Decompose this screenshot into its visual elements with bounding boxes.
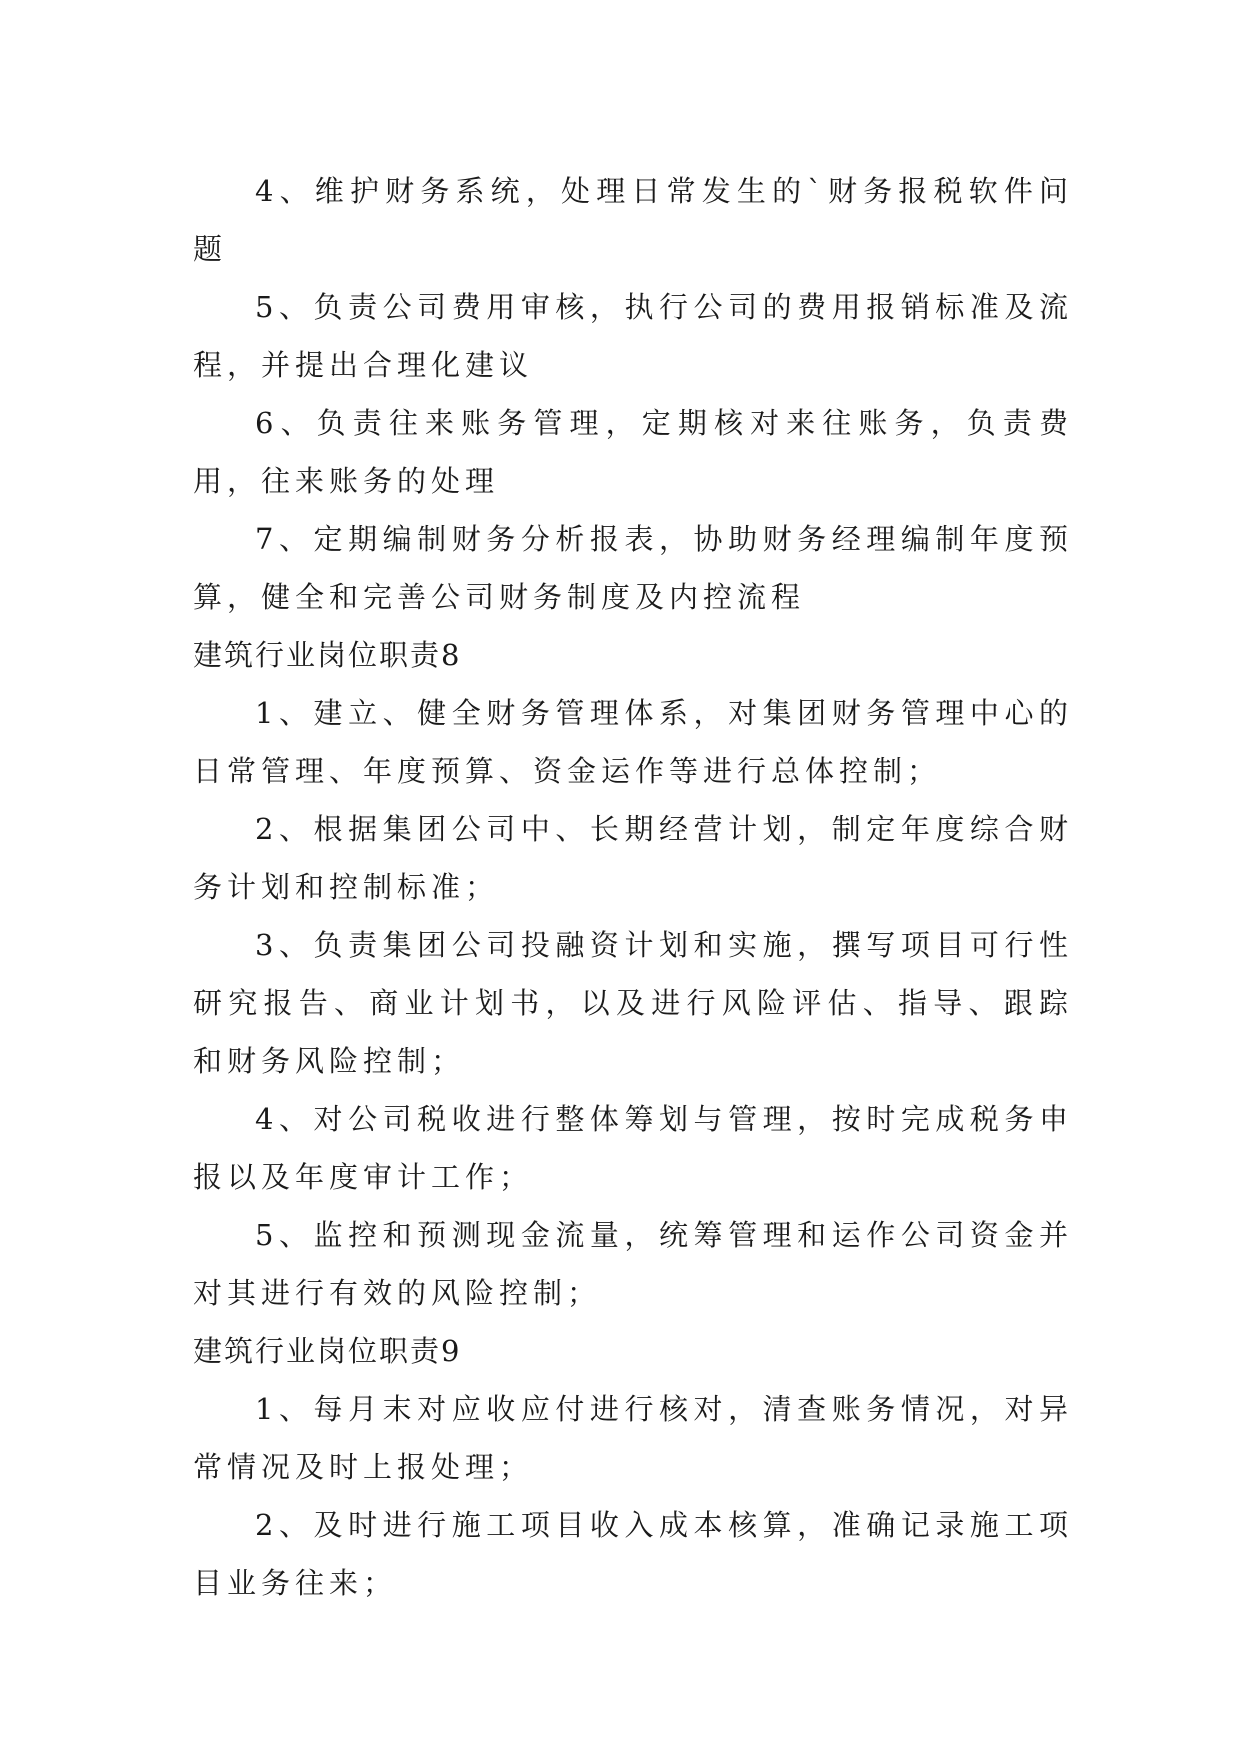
section-heading-9: 建筑行业岗位职责9: [193, 1334, 462, 1368]
paragraph: 1、建立、健全财务管理体系，对集团财务管理中心的日常管理、年度预算、资金运作等进行总体控制；: [193, 696, 1073, 788]
paragraph: 5、监控和预测现金流量，统筹管理和运作公司资金并对其进行有效的风险控制；: [193, 1218, 1073, 1310]
paragraph: 5、负责公司费用审核，执行公司的费用报销标准及流程，并提出合理化建议: [193, 290, 1073, 382]
paragraph: 7、定期编制财务分析报表，协助财务经理编制年度预算，健全和完善公司财务制度及内控流程: [193, 522, 1073, 614]
paragraph: 2、及时进行施工项目收入成本核算，准确记录施工项目业务往来；: [193, 1508, 1073, 1600]
paragraph: 1、每月末对应收应付进行核对，清查账务情况，对异常情况及时上报处理；: [193, 1392, 1073, 1484]
paragraph: 4、维护财务系统，处理日常发生的`财务报税软件问题: [193, 174, 1073, 266]
paragraph: 2、根据集团公司中、长期经营计划，制定年度综合财务计划和控制标准；: [193, 812, 1073, 904]
section-heading-8: 建筑行业岗位职责8: [193, 638, 462, 672]
paragraph: 3、负责集团公司投融资计划和实施，撰写项目可行性研究报告、商业计划书，以及进行风险评估、指导、跟踪和财务风险控制；: [193, 928, 1073, 1078]
paragraph: 4、对公司税收进行整体筹划与管理，按时完成税务申报以及年度审计工作；: [193, 1102, 1073, 1194]
document-body: [193, 162, 1073, 1612]
paragraph: 6、负责往来账务管理，定期核对来往账务，负责费用，往来账务的处理: [193, 406, 1073, 498]
